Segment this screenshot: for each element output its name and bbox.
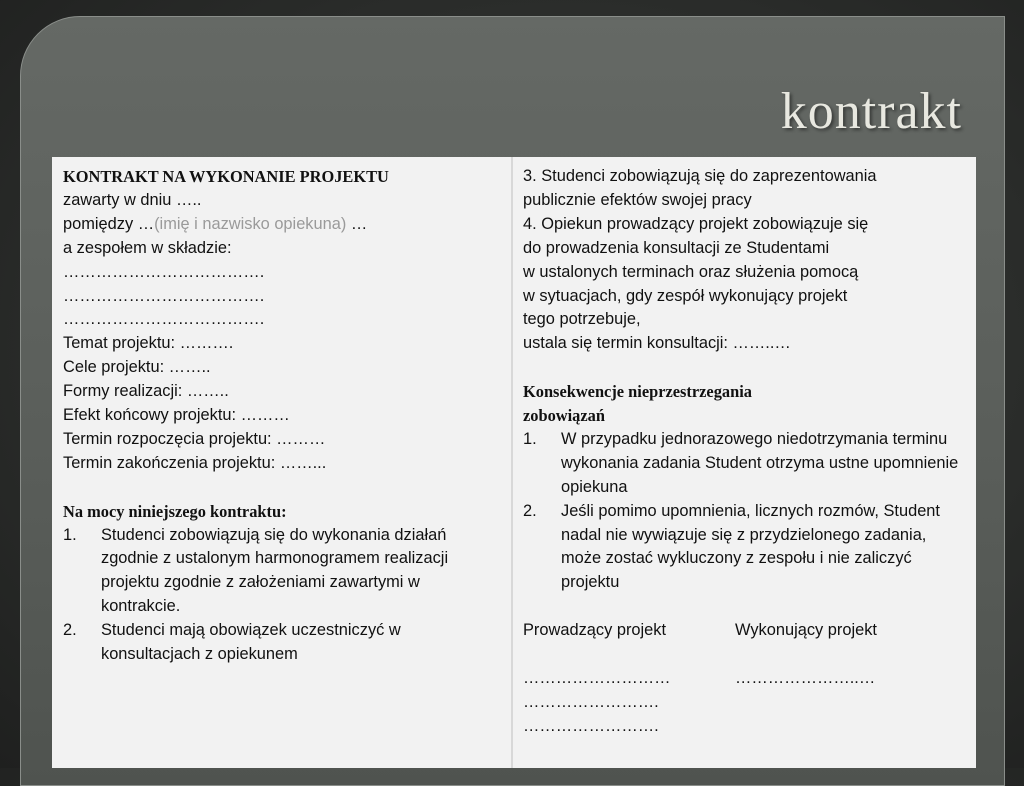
topic-line: Temat projektu: ………. [63,334,234,353]
contract-between-line [63,213,501,237]
point-4-line: do prowadzenia konsultacji ze Studentami [523,238,830,257]
spacer [63,476,501,500]
contract-table [52,157,976,768]
supervisor-signature-dots: ……………………… [523,668,671,687]
point-4-line: 4. Opiekun prowadzący projekt zobowiązuje się [523,214,869,233]
team-line: a zespołem w składzie: [63,238,232,257]
list-item-number: 2. [63,621,77,640]
list-item [523,428,966,500]
start-date-line: Termin rozpoczęcia projektu: ……… [63,429,326,448]
end-date-line: Termin zakończenia projektu: ……... [63,453,327,472]
slide-title: kontrakt [780,83,962,140]
team-member-dots: ………………………………. [63,262,265,281]
team-member-dots: ………………………………. [63,286,265,305]
contract-right-column [513,157,976,768]
list-item [63,524,501,620]
list-item [63,619,501,667]
signature-dots-row [523,667,966,691]
point-4-line: tego potrzebuje, [523,310,641,329]
list-item-number: 1. [63,525,77,544]
spacer [523,595,966,619]
point-4-line: w sytuacjach, gdy zespół wykonujący projekt [523,286,848,305]
spacer [523,643,966,667]
list-item-text: Studenci zobowiązują się do wykonania działań zgodnie z ustalonym harmonogramem realizacji projektu zgodnie z założeniami zawartymi w kontrakcie. [101,525,449,616]
pursuant-heading: Na mocy niniejszego kontraktu: [63,501,287,521]
team-signature-dots: …………………..… [735,668,876,687]
list-item-number: 1. [523,429,537,448]
between-post: … [346,214,368,233]
team-member-dots: ………………………………. [63,310,265,329]
consequences-heading: zobowiązań [523,406,605,426]
consequences-heading: Konsekwencje nieprzestrzegania [523,382,752,402]
list-item-text: W przypadku jednorazowego niedotrzymania terminu wykonania zadania Student otrzyma ustne upomnienie opiekuna [561,429,959,496]
goals-line: Cele projektu: …….. [63,358,211,377]
between-pre: pomiędzy … [63,214,155,233]
list-item-number: 2. [523,501,537,520]
list-item-text: Studenci mają obowiązek uczestniczyć w konsultacjach z opiekunem [101,621,401,664]
list-item [523,500,966,596]
contract-date-line: zawarty w dniu ….. [63,190,202,209]
team-signature-label: Wykonujący projekt [735,621,877,640]
contract-left-column [52,157,513,768]
between-hint: (imię i nazwisko opiekuna) [154,214,347,233]
consultation-line: ustala się termin konsultacji: ……..… [523,334,791,353]
list-item-text: Jeśli pomimo upomnienia, licznych rozmów, Student nadal nie wywiązuje się z przydzielonego zadania, może zostać wykluczony z zespołu i nie zaliczyć projektu [561,501,940,592]
forms-line: Formy realizacji: …….. [63,382,229,401]
point-3-line: publicznie efektów swojej pracy [523,190,752,209]
supervisor-signature-label: Prowadzący projekt [523,621,667,640]
effect-line: Efekt końcowy projektu: ……… [63,406,290,425]
point-4-line: w ustalonych terminach oraz służenia pomocą [523,262,859,281]
team-signature-dots: ……………………. [523,692,659,711]
contract-heading: KONTRAKT NA WYKONANIE PROJEKTU [63,167,389,186]
signature-labels [523,619,966,643]
point-3-line: 3. Studenci zobowiązują się do zaprezentowania [523,167,877,185]
team-signature-dots: ……………………. [523,716,659,735]
spacer [523,356,966,380]
